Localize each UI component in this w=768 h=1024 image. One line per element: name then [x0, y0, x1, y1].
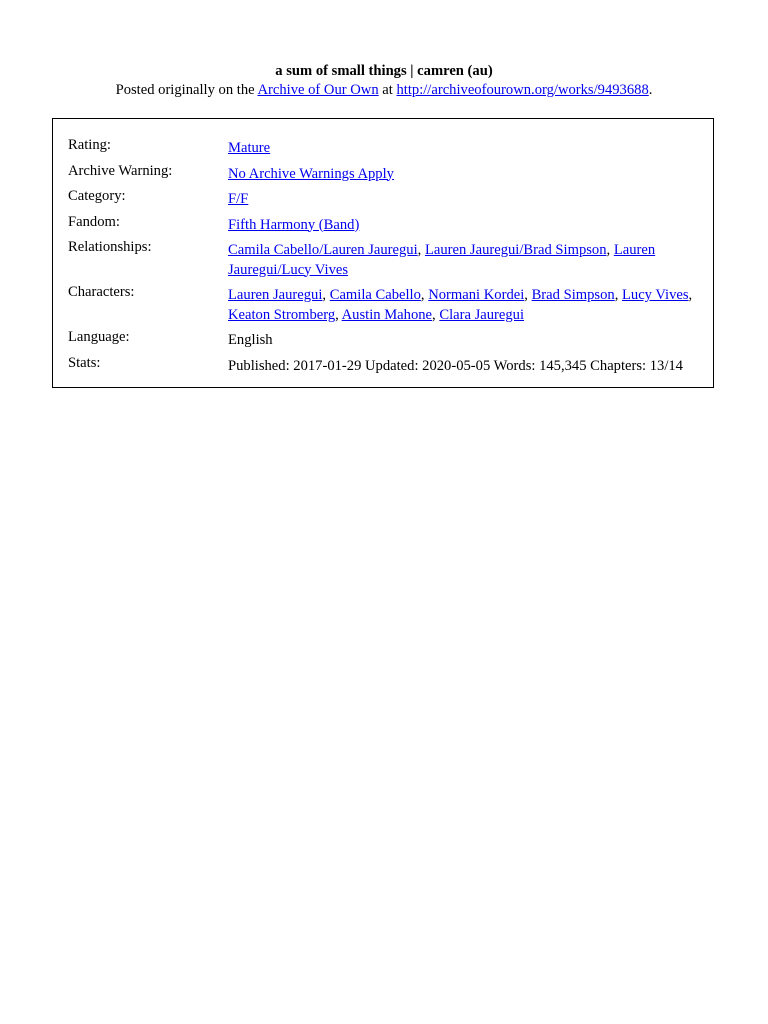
meta-row-rating [68, 136, 700, 159]
language-value: English [228, 332, 273, 348]
meta-row-language [68, 328, 700, 351]
work-title: a sum of small things | camren (au) [275, 63, 493, 79]
category-label: Category: [68, 188, 126, 204]
character-link[interactable]: Lucy Vives [621, 287, 689, 303]
fandom-label: Fandom: [68, 213, 120, 230]
relationship-link[interactable]: Lauren Jauregui/Brad Simpson [424, 242, 607, 258]
meta-row-warning [68, 162, 700, 185]
posted-suffix: . [648, 82, 653, 98]
character-link[interactable]: Lauren Jauregui [228, 287, 323, 303]
rating-value [228, 136, 700, 159]
relationships-value: Camila Cabello/Lauren Jauregui, Lauren Jauregui/Brad Simpson, Lauren Jauregui/Lucy Vives [228, 242, 656, 278]
character-link[interactable]: Camila Cabello [329, 287, 421, 303]
character-link[interactable]: Normani Kordei [428, 287, 525, 303]
warning-link[interactable]: No Archive Warnings Apply [228, 165, 394, 182]
fandom-link[interactable]: Fifth Harmony (Band) [228, 216, 360, 233]
character-link[interactable]: Austin Mahone [341, 306, 433, 323]
meta-row-fandom [68, 213, 700, 236]
metadata-table [68, 136, 700, 379]
warning-label: Archive Warning: [68, 162, 173, 179]
stats-label: Stats: [68, 354, 101, 371]
metadata-box [52, 118, 714, 388]
meta-row-relationships [68, 238, 700, 280]
rating-label: Rating: [68, 137, 111, 153]
characters-label: Characters: [68, 284, 135, 300]
relationships-label: Relationships: [68, 239, 152, 255]
language-label: Language: [68, 329, 130, 345]
work-header [0, 62, 768, 100]
character-link[interactable]: Brad Simpson [531, 287, 615, 303]
rating-link[interactable]: Mature [228, 140, 271, 156]
work-url-link[interactable]: http://archiveofourown.org/works/9493688 [396, 82, 649, 98]
warning-value [228, 162, 700, 185]
category-value [228, 187, 700, 210]
fandom-value [228, 213, 700, 236]
meta-row-stats [68, 354, 700, 377]
archive-link[interactable]: Archive of Our Own [257, 82, 379, 98]
relationship-link[interactable]: Lauren Jauregui/Lucy Vives [228, 242, 656, 278]
posted-line [0, 81, 768, 100]
meta-row-category [68, 187, 700, 210]
posted-middle: at [378, 82, 397, 98]
meta-row-characters [68, 283, 700, 325]
character-link[interactable]: Keaton Stromberg [228, 306, 336, 323]
character-link[interactable]: Clara Jauregui [439, 306, 525, 323]
posted-prefix: Posted originally on the [115, 82, 258, 98]
stats-value: Published: 2017-01-29 Updated: 2020-05-05 Words: 145,345 Chapters: 13/14 [228, 357, 683, 374]
characters-value: Lauren Jauregui, Camila Cabello, Normani Kordei, Brad Simpson, Lucy Vives, Keaton Stromberg, Austin Mahone, Clara Jauregui [228, 287, 693, 323]
category-link[interactable]: F/F [228, 191, 249, 207]
relationship-link[interactable]: Camila Cabello/Lauren Jauregui [228, 242, 418, 258]
